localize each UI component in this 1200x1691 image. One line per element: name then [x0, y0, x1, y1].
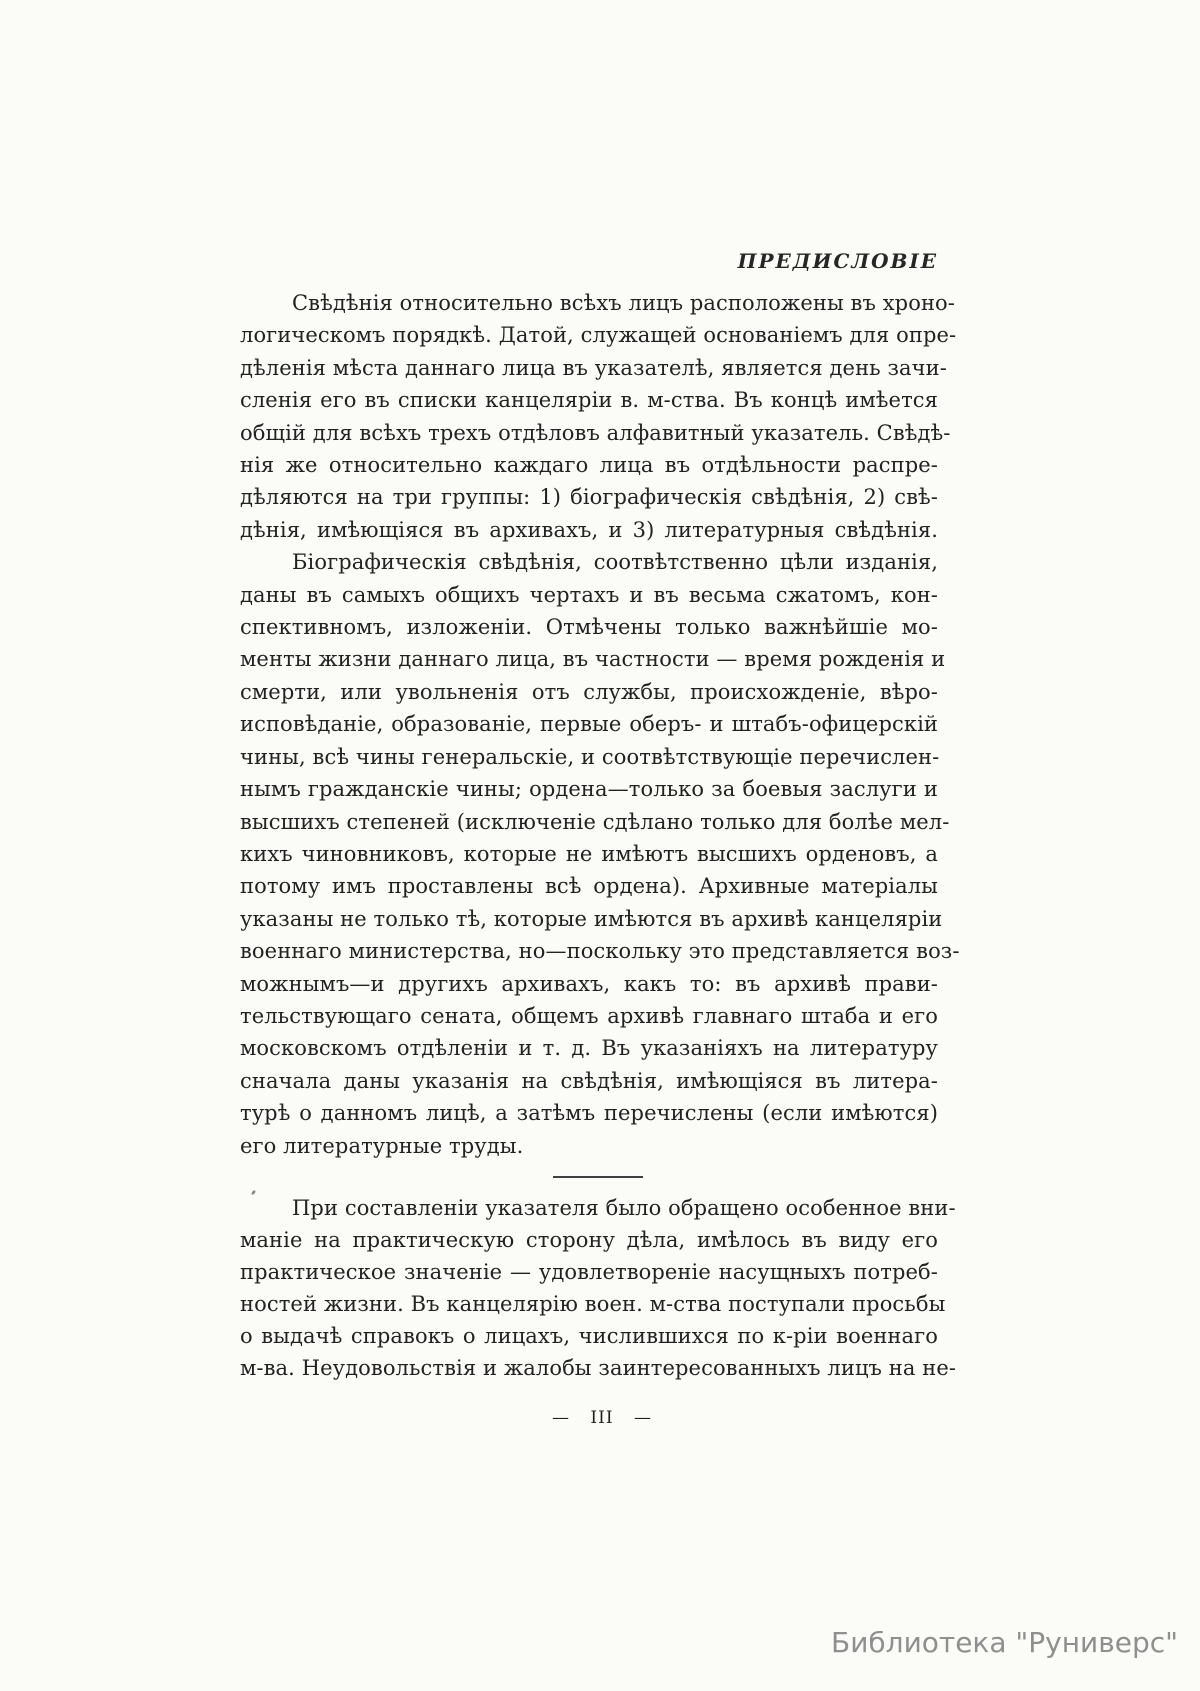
text-line: общій для всѣхъ трехъ отдѣловъ алфавитный указатель. Свѣдѣ- — [240, 420, 951, 445]
paragraph — [240, 1192, 957, 1384]
text-line: чины, всѣ чины генеральскіе, и соотвѣтствующіе перечислен- — [240, 744, 940, 769]
main-text-block — [240, 287, 960, 1162]
text-line: нія же относительно каждаго лица въ отдѣльности распре- — [240, 453, 938, 478]
tail-text-block — [240, 1192, 957, 1384]
text-line: маніе на практическую сторону дѣла, имѣлось въ виду его — [240, 1228, 938, 1252]
text-line: сначала даны указанія на свѣдѣнія, имѣющіяся въ литера- — [240, 1068, 938, 1093]
text-line: Свѣдѣнія относительно всѣхъ лицъ расположены въ хроно- — [292, 291, 955, 315]
text-line: можнымъ—и другихъ архивахъ, какъ то: въ архивѣ прави- — [240, 971, 938, 996]
text-line: исповѣданіе, образованіе, первые оберъ- и штабъ-офицерскій — [240, 712, 938, 737]
text-line: военнаго министерства, но—поскольку это представляется воз- — [240, 939, 960, 964]
text-line: При составленіи указателя было обращено особенное вни- — [292, 1196, 956, 1220]
section-divider — [553, 1176, 643, 1178]
library-watermark: Библиотека "Руниверс" — [831, 1626, 1179, 1659]
text-line: м-ва. Неудовольствія и жалобы заинтересованныхъ лицъ на не- — [240, 1356, 957, 1380]
text-line: нымъ гражданскіе чины; ордена—только за боевыя заслуги и — [240, 777, 938, 802]
text-line: смерти, или увольненія отъ службы, происхожденіе, вѣро- — [240, 679, 938, 704]
text-line: Біографическія свѣдѣнія, соотвѣтственно цѣли изданія, — [292, 550, 938, 575]
text-line: дѣленія мѣста даннаго лица въ указателѣ, является день зачи- — [240, 355, 947, 380]
preface-title: ПРЕДИСЛОВІЕ — [737, 249, 938, 273]
text-line: тельствующаго сената, общемъ архивѣ главнаго штаба и его — [240, 1003, 938, 1028]
text-line: его литературные труды. — [240, 1133, 524, 1158]
paragraph — [240, 546, 960, 1162]
text-line: менты жизни даннаго лица, въ частности — время рожденія и — [240, 647, 946, 672]
text-line: кихъ чиновниковъ, которые не имѣютъ высшихъ орденовъ, а — [240, 841, 938, 866]
text-line: о выдачѣ справокъ о лицахъ, числившихся по к-ріи военнаго — [240, 1324, 938, 1348]
text-line: московскомъ отдѣленіи и т. д. Въ указаніяхъ на литературу — [240, 1036, 938, 1061]
text-line: турѣ о данномъ лицѣ, а затѣмъ перечислены (если имѣются) — [240, 1101, 938, 1126]
text-line: дѣнія, имѣющіяся въ архивахъ, и 3) литературныя свѣдѣнія. — [240, 517, 938, 542]
page-number: — III — — [552, 1408, 652, 1428]
text-line: спективномъ, изложеніи. Отмѣчены только важнѣйшіе мо- — [240, 615, 938, 640]
text-line: дѣляются на три группы: 1) біографическія свѣдѣнія, 2) свѣ- — [240, 485, 938, 510]
paragraph — [240, 287, 957, 546]
text-line: даны въ самыхъ общихъ чертахъ и въ весьма сжатомъ, кон- — [240, 582, 938, 607]
text-line: ностей жизни. Въ канцелярію воен. м-ства поступали просьбы — [240, 1292, 946, 1316]
text-line: логическомъ порядкѣ. Датой, служащей основаніемъ для опре- — [240, 323, 957, 348]
text-line: указаны не только тѣ, которые имѣются въ архивѣ канцеляріи — [240, 906, 943, 931]
text-line: сленія его въ списки канцеляріи в. м-ства. Въ концѣ имѣется — [240, 388, 938, 413]
text-line: высшихъ степеней (исключеніе сдѣлано только для болѣе мел- — [240, 809, 950, 834]
text-line: потому имъ проставлены всѣ ордена). Архивные матеріалы — [240, 874, 938, 899]
text-line: практическое значеніе — удовлетвореніе насущныхъ потреб- — [240, 1260, 938, 1284]
